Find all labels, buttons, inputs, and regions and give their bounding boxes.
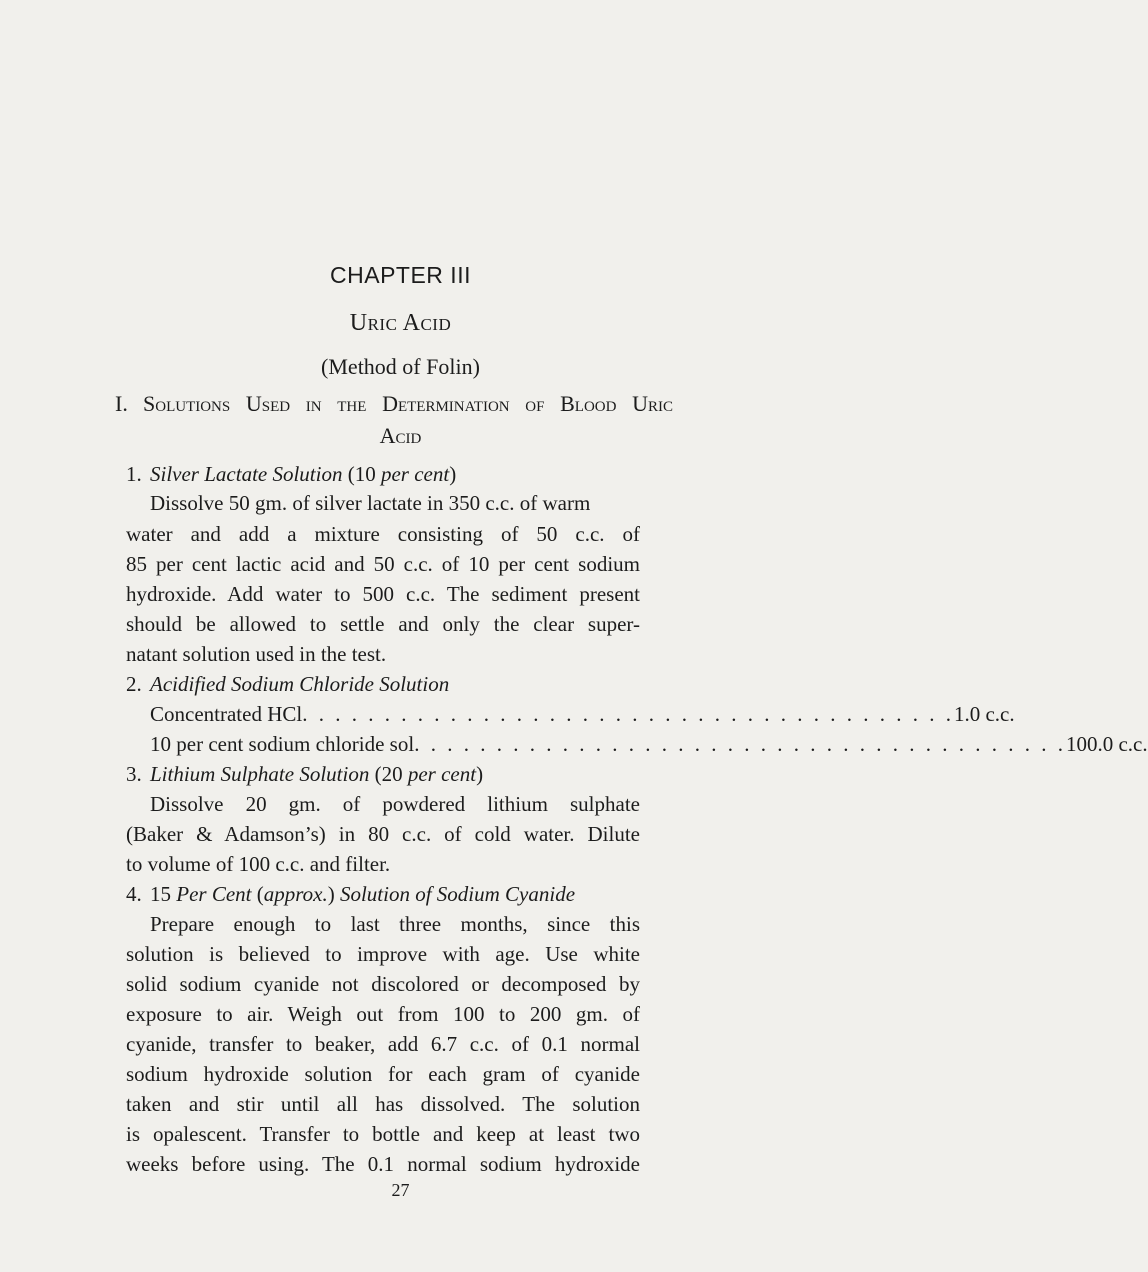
text-line: hydroxide. Add water to 500 c.c. The sediment present [126, 582, 640, 606]
item-number: 1. [126, 462, 142, 486]
leader-dots: . . . . . . . . . . . . . . . . . . . . . . . . . . . . . . . . . . . . . . . . [414, 732, 1066, 756]
chapter-heading: CHAPTER III [330, 262, 471, 288]
reagent-value: 1.0 c.c. [953, 702, 1015, 726]
text-line: water and add a mixture consisting of 50 c.c. of [126, 522, 640, 546]
item-title: Lithium Sulphate Solution (20 per cent) [150, 762, 484, 786]
text-line: Prepare enough to last three months, since this [150, 912, 640, 936]
text-line: is opalescent. Transfer to bottle and keep at least two [126, 1122, 640, 1146]
text-line: Dissolve 50 gm. of silver lactate in 350 c.c. of warm [150, 491, 591, 515]
reagent-value: 100.0 c.c. [1065, 732, 1148, 756]
text-line: to volume of 100 c.c. and filter. [126, 852, 391, 876]
text-line: solution is believed to improve with age. Use white [126, 942, 640, 966]
page-title: Uric Acid [349, 310, 452, 336]
page-subtitle: (Method of Folin) [321, 354, 480, 379]
item-title: Silver Lactate Solution (10 per cent) [150, 462, 457, 486]
reagent-row [150, 699, 1015, 729]
item-title: Acidified Sodium Chloride Solution [150, 672, 450, 696]
item-number: 3. [126, 762, 142, 786]
text-line: weeks before using. The 0.1 normal sodium hydroxide [126, 1152, 640, 1176]
section-heading-line2: Acid [379, 423, 422, 448]
page-number: 27 [391, 1180, 410, 1200]
reagent-row [150, 729, 1148, 759]
text-line: 85 per cent lactic acid and 50 c.c. of 10 per cent sodium [126, 552, 640, 576]
text-line: taken and stir until all has dissolved. The solution [126, 1092, 640, 1116]
item-number: 4. [126, 882, 142, 906]
text-line: sodium hydroxide solution for each gram of cyanide [126, 1062, 640, 1086]
reagent-label: 10 per cent sodium chloride sol [150, 732, 415, 756]
text-line: should be allowed to settle and only the clear super- [126, 612, 640, 636]
text-line: (Baker & Adamson’s) in 80 c.c. of cold water. Dilute [126, 822, 640, 846]
text-line: cyanide, transfer to beaker, add 6.7 c.c. of 0.1 normal [126, 1032, 640, 1056]
reagent-label: Concentrated HCl [150, 702, 303, 726]
text-line: solid sodium cyanide not discolored or decomposed by [126, 972, 640, 996]
text-line: exposure to air. Weigh out from 100 to 200 gm. of [126, 1002, 640, 1026]
text-line: Dissolve 20 gm. of powdered lithium sulphate [150, 792, 640, 816]
section-heading-line1: Solutions Used in the Determination of Blood Uric [143, 391, 673, 416]
leader-dots: . . . . . . . . . . . . . . . . . . . . . . . . . . . . . . . . . . . . . . . . [302, 702, 954, 726]
item-number: 2. [126, 672, 142, 696]
section-number: I. [115, 391, 128, 416]
item-title: 15 Per Cent (approx.) Solution of Sodium Cyanide [150, 882, 576, 906]
text-line: natant solution used in the test. [126, 642, 387, 666]
